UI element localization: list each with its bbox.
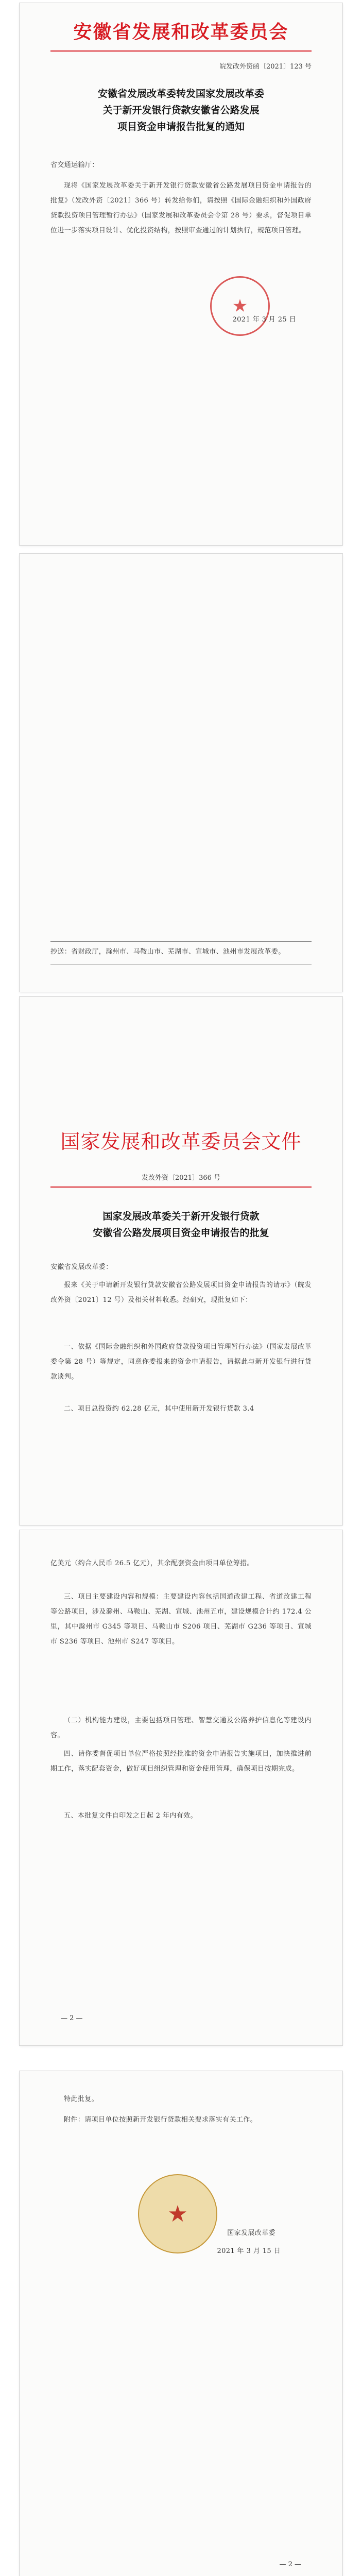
body-paragraph: 亿美元（约合人民币 26.5 亿元），其余配套资金由项目单位筹措。	[50, 1560, 254, 1567]
body-paragraph: 一、依据《国际金融组织和外国政府贷款投资项目管理暂行办法》（国家发展改革委令第 28 号）等规定，同意你委报来的资金申请报告，请据此与新开发银行进行贷款谈判。	[50, 1343, 312, 1381]
cc-rule-top	[50, 941, 312, 942]
title-line: 国家发展改革委关于新开发银行贷款	[102, 1211, 260, 1222]
header-rule	[50, 50, 312, 52]
page-3	[20, 997, 342, 1525]
body-paragraph: 五、本批复文件自印发之日起 2 年内有效。	[64, 1812, 197, 1820]
emblem-star-icon: ★	[167, 2200, 188, 2227]
page-4	[20, 1530, 342, 2045]
page-5	[20, 2071, 342, 2576]
body-paragraph: 报来《关于申请新开发银行贷款安徽省公路发展项目资金申请报告的请示》（皖发改外资〔2021〕12 号）及相关材料收悉。经研究，现批复如下：	[50, 1281, 312, 1304]
cc-line: 抄送：省财政厅，滁州市、马鞍山市、芜湖市、宣城市、池州市发展改革委。	[50, 948, 285, 956]
doc-number: 发改外资〔2021〕366 号	[141, 1174, 221, 1182]
red-header: 安徽省发展和改革委员会	[73, 21, 289, 43]
title-line: 安徽省公路发展项目资金申请报告的批复	[93, 1227, 269, 1239]
title-line: 项目资金申请报告批复的通知	[117, 121, 245, 132]
title-line: 安徽省发展改革委转发国家发展改革委	[97, 88, 264, 99]
closing: 特此批复。	[64, 2095, 99, 2103]
attachment-note: 附件：请项目单位按照新开发银行贷款相关要求落实有关工作。	[64, 2116, 257, 2124]
signature: 国家发展改革委	[227, 2229, 275, 2237]
red-header: 国家发展和改革委员会文件	[60, 1130, 302, 1153]
page-number: — 2 —	[61, 2014, 83, 2022]
body-paragraph: 三、项目主要建设内容和规模：主要建设内容包括国道改建工程、省道改建工程等公路项目，涉及滁州、马鞍山、芜湖、宣城、池州五市，建设规模合计约 172.4 公里，其中滁州市 G345 等项目、马鞍山市 S206 项目、芜湖市 G236 等项目、宣城市 S236 等项目、池州市 S247 等项目。	[50, 1593, 312, 1646]
page-number: — 2 —	[279, 2561, 301, 2568]
page-1	[20, 3, 342, 545]
salutation: 安徽省发展改革委：	[50, 1263, 113, 1271]
date: 2021 年 3 月 25 日	[232, 316, 296, 324]
national-emblem-seal	[138, 2174, 217, 2253]
body-paragraph: 二、项目总投资约 62.28 亿元，其中使用新开发银行贷款 3.4	[64, 1405, 254, 1413]
salutation: 省交通运输厅：	[50, 161, 99, 169]
body-paragraph: 现将《国家发展改革委关于新开发银行贷款安徽省公路发展项目资金申请报告的批复》（发改外资〔2021〕366 号）转发给你们，请按照《国际金融组织和外国政府贷款投资项目管理暂行办法》（国家发展和改革委员会令第 28 号）要求，督促项目单位进一步落实项目设计、优化投资结构，按照审查通过的计划执行，规范项目管理。	[50, 182, 312, 234]
seal-star-icon: ★	[232, 296, 248, 316]
page-2	[20, 554, 342, 992]
body-paragraph: 四、请你委督促项目单位严格按照经批准的资金申请报告实施项目，加快推进前期工作，落实配套资金，做好项目组织管理和资金使用管理，确保项目按期完成。	[50, 1750, 312, 1773]
body-paragraph: （二）机构能力建设，主要包括项目管理、智慧交通及公路养护信息化等建设内容。	[50, 1717, 312, 1739]
doc-number: 皖发改外资函〔2021〕123 号	[219, 63, 312, 71]
header-rule	[50, 1187, 312, 1188]
date: 2021 年 3 月 15 日	[217, 2247, 281, 2255]
title-line: 关于新开发银行贷款安徽省公路发展	[102, 105, 260, 116]
